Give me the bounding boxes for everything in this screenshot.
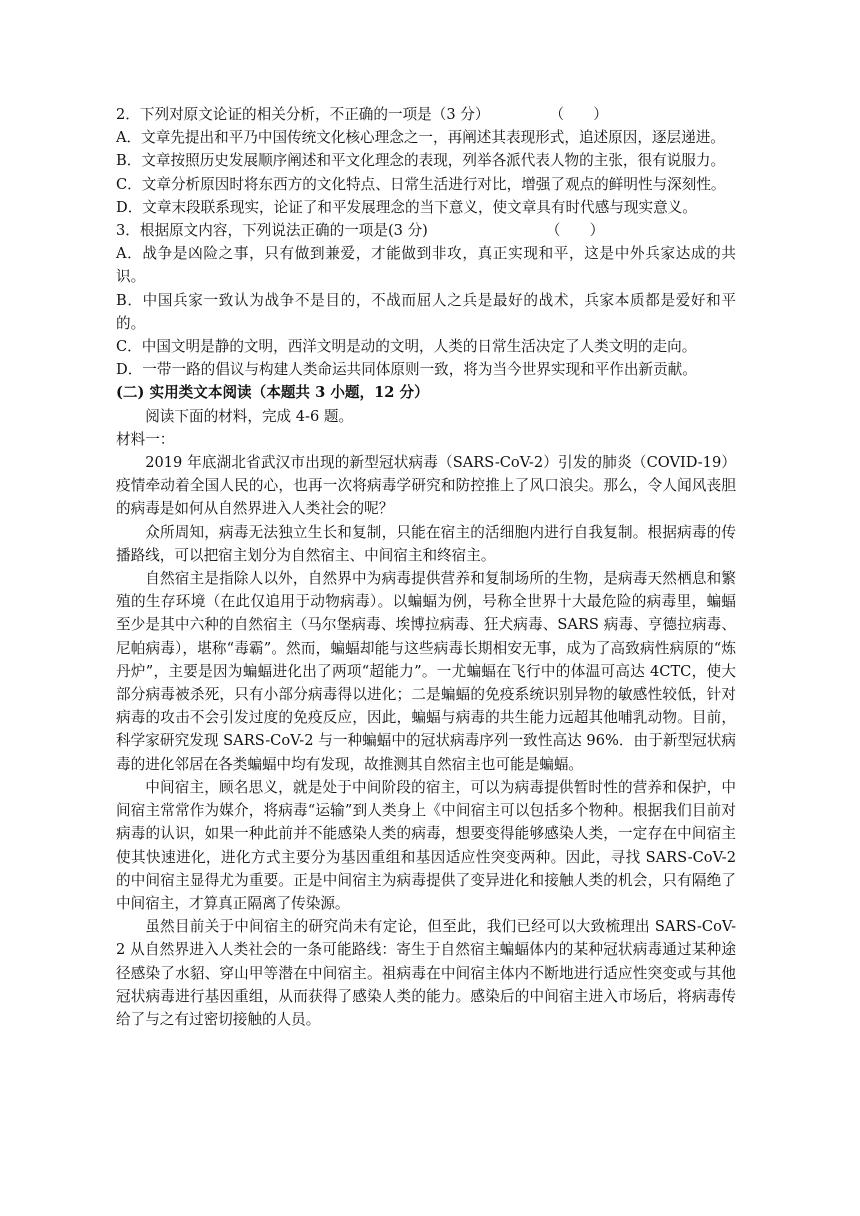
material-paragraph-2: 众所周知，病毒无法独立生长和复制，只能在宿主的活细胞内进行自我复制。根据病毒的传播路线，可以把宿主划分为自然宿主、中间宿主和终宿主。 <box>116 523 736 564</box>
question-2-text: 2．下列对原文论证的相关分析，不正确的一项是（3 分） <box>116 106 490 123</box>
question-3-option-d: D．一带一路的倡议与构建人类命运共同体原则一致，将为当今世界实现和平作出新贡献。 <box>116 361 697 379</box>
material-label: 材料一： <box>116 430 175 448</box>
question-2-option-c: C．文章分析原因时将东西方的文化特点、日常生活进行对比，增强了观点的鲜明性与深刻性。 <box>116 175 726 193</box>
question-3-text: 3．根据原文内容，下列说法正确的一项是(3 分) <box>116 222 428 240</box>
question-2-option-d: D．文章末段联系现实，论证了和平发展理念的当下意义，使文章具有时代感与现实意义。 <box>116 198 697 216</box>
question-2-answer-bracket: （ ） <box>549 106 608 123</box>
question-3-option-b: B．中国兵家一致认为战争不是目的，不战而屈人之兵是最好的战术，兵家本质都是爱好和平的。 <box>116 291 736 332</box>
material-paragraph-5: 虽然目前关于中间宿主的研究尚未有定论，但至此，我们已经可以大致梳理出 SARS-CoV-2 从自然界进入人类社会的一条可能路线：寄生于自然宿主蝙蝠体内的某种冠状病毒通过某种途径感染了水貂、穿山甲等潜在中间宿主。祖病毒在中间宿主体内不断地进行适应性突变或与其他冠状病毒进行基因重组，从而获得了感染人类的能力。感染后的中间宿主进入市场后，将病毒传给了与之有过密切接触的人员。 <box>116 918 736 1028</box>
material-paragraph-3: 自然宿主是指除人以外，自然界中为病毒提供营养和复制场所的生物，是病毒天然栖息和繁殖的生存环境（在此仅追用于动物病毒）。以蝙蝠为例，号称全世界十大最危险的病毒里，蝙蝠至少是其中六种的自然宿主（马尔堡病毒、埃博拉病毒、狂犬病毒、SARS 病毒、亨德拉病毒、尼帕病毒），堪称“毒霸”。然而，蝙蝠却能与这些病毒长期相安无事，成为了高致病性病原的“炼丹炉”，主要是因为蝙蝠进化出了两项“超能力”。一尤蝙蝠在飞行中的体温可高达 4CTC，使大部分病毒被杀死，只有小部分病毒得以进化；二是蝙蝠的免疫系统识别异物的敏感性较低，针对病毒的攻击不会引发过度的免疫反应，因此，蝙蝠与病毒的共生能力远超其他哺乳动物。目前，科学家研究发现 SARS-CoV-2 与一种蝙蝠中的冠状病毒序列一致性高达 96%．由于新型冠状病毒的进化邻居在各类蝙蝠中均有发现，故推测其自然宿主也可能是蝙蝠。 <box>116 570 736 773</box>
question-2-option-b: B．文章按照历史发展顺序阐述和平文化理念的表现，列举各派代表人物的主张，很有说服力。 <box>116 152 726 170</box>
question-3-option-c: C．中国文明是静的文明，西洋文明是动的文明，人类的日常生活决定了人类文明的走向。 <box>116 338 697 356</box>
section-instruction: 阅读下面的材料，完成 4-6 题。 <box>145 407 354 425</box>
material-paragraph-4: 中间宿主，顾名思义，就是处于中间阶段的宿主，可以为病毒提供暂时性的营养和保护，中间宿主常常作为媒介，将病毒“运输”到人类身上《中间宿主可以包括多个物种。根据我们目前对病毒的认识，如果一种此前并不能感染人类的病毒，想要变得能够感染人类，一定存在中间宿主使其快速进化，进化方式主要分为基因重组和基因适应性突变两种。因此，寻找 SARS-CoV-2 的中间宿主显得尤为重要。正是中间宿主为病毒提供了变异进化和接触人类的机会，只有隔绝了中间宿主，才算真正隔离了传染源。 <box>116 778 736 912</box>
exam-page <box>116 103 736 1031</box>
question-3-stem <box>116 219 736 242</box>
material-paragraph-1: 2019 年底湖北省武汉市出现的新型冠状病毒（SARS-CoV-2）引发的肺炎（COVID-19）疫情牵动着全国人民的心，也再一次将病毒学研究和防控推上了风口浪尖。那么，令人闻风丧胆的病毒是如何从自然界进入人类社会的呢？ <box>116 454 736 518</box>
question-3-option-a: A．战争是凶险之事，只有做到兼爱，才能做到非攻，真正实现和平，这是中外兵家达成的共识。 <box>116 245 736 286</box>
question-2-stem <box>116 103 736 126</box>
question-2-option-a: A．文章先提出和平乃中国传统文化核心理念之一，再阐述其表现形式，追述原因，逐层递进。 <box>116 129 725 147</box>
question-3-answer-bracket: （ ） <box>545 222 605 240</box>
section-heading: (二) 实用类文本阅读（本题共 3 小题，12 分） <box>116 384 429 402</box>
